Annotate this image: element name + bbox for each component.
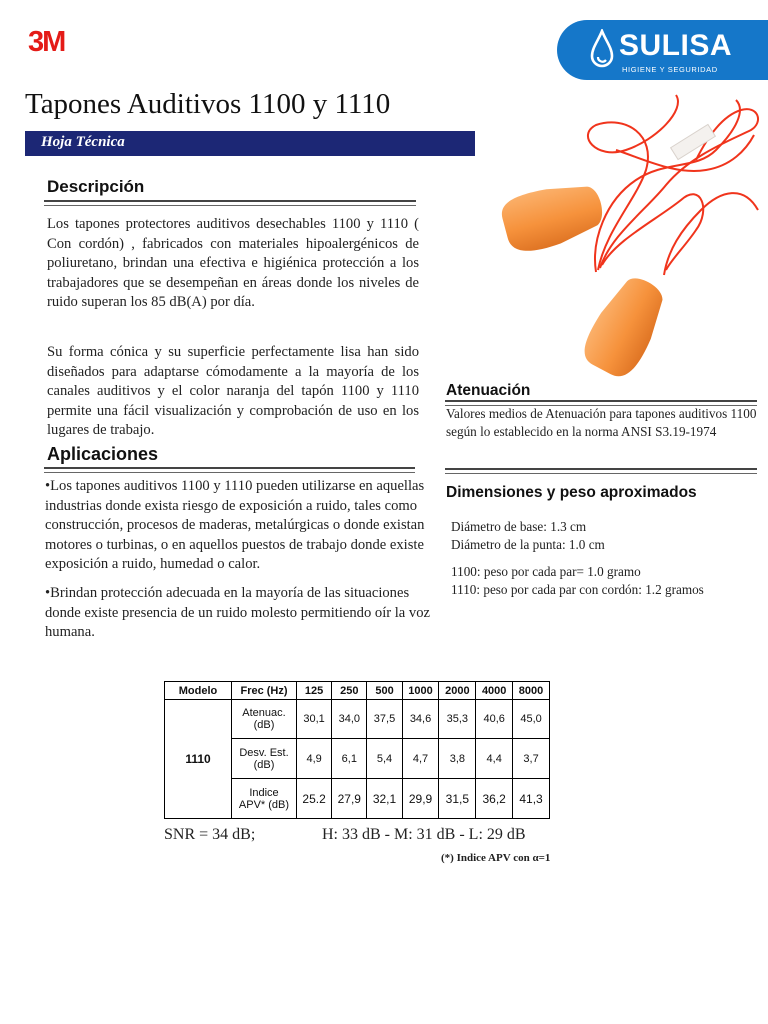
value-cell: 45,0	[513, 700, 550, 739]
subtitle-text: Hoja Técnica	[41, 134, 125, 150]
descripcion-heading: Descripción	[47, 177, 145, 196]
value-cell: 32,1	[367, 779, 402, 819]
section-divider	[445, 468, 757, 474]
earplug-product-photo	[496, 90, 768, 380]
sulisa-logo	[557, 20, 768, 80]
value-cell: 3,8	[439, 739, 476, 779]
freq-cell: 125	[297, 682, 332, 700]
freq-cell: 250	[332, 682, 367, 700]
freq-cell: 500	[367, 682, 402, 700]
atenuacion-heading: Atenuación	[446, 382, 531, 399]
value-cell: 5,4	[367, 739, 402, 779]
freq-cell: 8000	[513, 682, 550, 700]
attenuation-table	[164, 681, 550, 819]
header-modelo: Modelo	[165, 682, 232, 700]
sulisa-tagline: HIGIENE Y SEGURIDAD	[622, 65, 718, 74]
value-cell: 25.2	[297, 779, 332, 819]
diametro-punta: Diámetro de la punta: 1.0 cm	[451, 537, 605, 552]
value-cell: 4,4	[476, 739, 513, 779]
sulisa-name: SULISA	[619, 29, 733, 62]
freq-cell: 4000	[476, 682, 513, 700]
value-cell: 4,7	[402, 739, 439, 779]
value-cell: 6,1	[332, 739, 367, 779]
model-cell: 1110	[165, 700, 232, 819]
value-cell: 29,9	[402, 779, 439, 819]
row-label: Atenuac. (dB)	[232, 700, 297, 739]
value-cell: 4,9	[297, 739, 332, 779]
value-cell: 40,6	[476, 700, 513, 739]
atenuacion-text: Valores medios de Atenuación para tapones auditivos 1100 según lo establecido en la norma ANSI S3.19-1974	[446, 406, 757, 439]
value-cell: 30,1	[297, 700, 332, 739]
freq-cell: 1000	[402, 682, 439, 700]
value-cell: 37,5	[367, 700, 402, 739]
aplicaciones-heading: Aplicaciones	[47, 444, 159, 464]
dimensiones-heading: Dimensiones y peso aproximados	[446, 484, 697, 501]
3m-logo: 3M	[28, 26, 65, 58]
value-cell: 36,2	[476, 779, 513, 819]
hml-values: H: 33 dB - M: 31 dB - L: 29 dB	[322, 826, 526, 843]
value-cell: 27,9	[332, 779, 367, 819]
value-cell: 31,5	[439, 779, 476, 819]
diametro-base: Diámetro de base: 1.3 cm	[451, 519, 587, 534]
peso-1110: 1110: peso por cada par con cordón: 1.2 gramos	[451, 582, 704, 597]
descripcion-paragraph-2: Su forma cónica y su superficie perfectamente lisa han sido diseñados para adaptarse cómodamente a la mayoría de los canales auditivos y el color naranja del tapón 1100 y 1110 permite una fácil visualización y comprobación de uso en los lugares de trabajo.	[47, 344, 419, 438]
document-title: Tapones Auditivos 1100 y 1110	[25, 88, 391, 120]
aplicaciones-bullet-2: •Brindan protección adecuada en la mayoría de las situaciones donde existe presencia de un ruido molesto permitiendo oír la voz humana.	[45, 585, 431, 640]
row-label: Desv. Est. (dB)	[232, 739, 297, 779]
value-cell: 35,3	[439, 700, 476, 739]
value-cell: 34,0	[332, 700, 367, 739]
row-label: Indice APV* (dB)	[232, 779, 297, 819]
section-divider	[44, 200, 416, 206]
peso-1100: 1100: peso por cada par= 1.0 gramo	[451, 564, 641, 579]
table-row	[165, 700, 550, 739]
value-cell: 3,7	[513, 739, 550, 779]
freq-cell: 2000	[439, 682, 476, 700]
section-divider	[44, 467, 415, 473]
footnote: (*) Indice APV con α=1	[441, 852, 551, 864]
earplug-lower	[577, 269, 674, 380]
subtitle-bar	[25, 131, 475, 156]
value-cell: 34,6	[402, 700, 439, 739]
descripcion-paragraph-1: Los tapones protectores auditivos desechables 1100 y 1110 ( Con cordón) , fabricados con materiales hipoalergénicos de poliuretano, brindan una efectiva e higiénica protección a los trabajadores que se desempeñan en áreas donde los niveles de ruido superan los 85 dB(A) por día.	[47, 216, 419, 310]
snr-value: SNR = 34 dB;	[164, 826, 256, 843]
value-cell: 41,3	[513, 779, 550, 819]
earplug-upper	[498, 176, 609, 257]
header-frec: Frec (Hz)	[232, 682, 297, 700]
aplicaciones-bullet-1: •Los tapones auditivos 1100 y 1110 pueden utilizarse en aquellas industrias donde exista riesgo de exposición a ruido, tales como construcción, procesos de maderas, metalúrgicas o donde existan motores o turbinas, o en aquellos puestos de trabajo donde existe exposición a ruido, humedad o calor.	[45, 478, 425, 572]
water-drop-icon	[590, 29, 614, 69]
